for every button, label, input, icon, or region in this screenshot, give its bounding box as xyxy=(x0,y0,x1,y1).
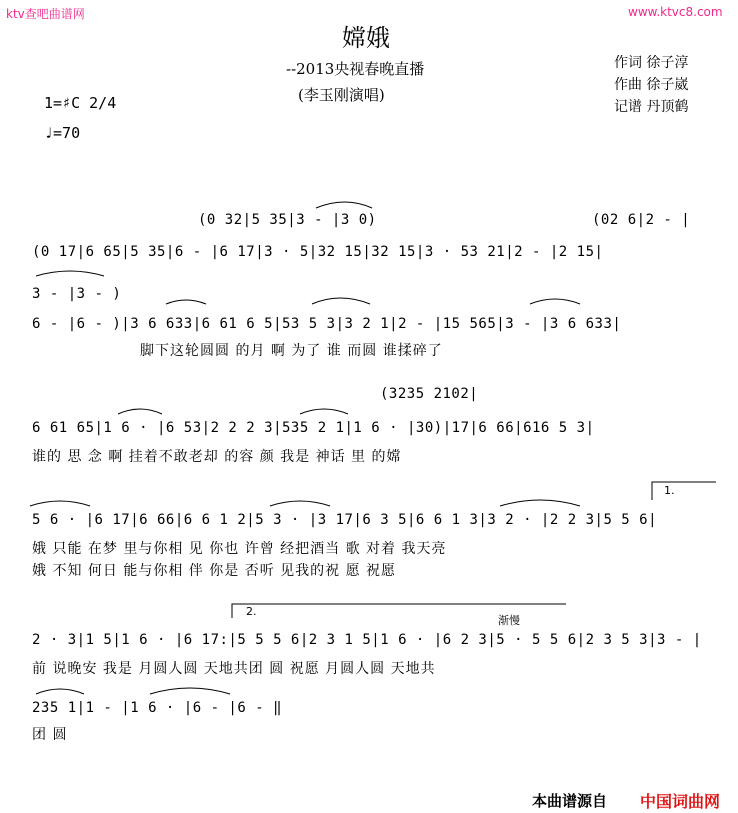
score-line3: 6 61 65|1 6 · |6 53|2 2 2 3|535 2 1|1 6 · |30)|17|6 66|616 5 3| xyxy=(32,420,595,436)
tempo-change-mark: 渐慢 xyxy=(498,614,520,627)
lyrics-line5: 前 说晚安 我是 月圆人圆 天地共团 圆 祝愿 月圆人圆 天地共 xyxy=(32,661,436,677)
song-title: 嫦娥 xyxy=(342,24,390,52)
song-performer: (李玉刚演唱) xyxy=(298,86,385,104)
watermark-right: www.ktvc8.com xyxy=(628,5,723,19)
lyrics-line3: 谁的 思 念 啊 挂着不敢老却 的容 颜 我是 神话 里 的嫦 xyxy=(32,449,402,465)
score-line1-top: (0 32|5 35|3 - |3 0) xyxy=(198,212,377,228)
score-line4: 5 6 · |6 17|6 66|6 6 1 2|5 3 · |3 17|6 3 5|6 6 1 3|3 2 · |2 2 3|5 5 6| xyxy=(32,512,658,528)
score-line1: (0 17|6 65|5 35|6 - |6 17|3 · 5|32 15|32 15|3 · 53 21|2 - |2 15| xyxy=(32,244,604,260)
volta-1-label: 1. xyxy=(664,484,675,497)
footer-site-link[interactable]: 中国词曲网 xyxy=(640,792,721,811)
lyrics-line4-verse1: 娥 只能 在梦 里与你相 见 你也 许曾 经把酒当 歌 对着 我天亮 xyxy=(32,541,447,557)
lyrics-line2: 脚下这轮圆圆 的月 啊 为了 谁 而圆 谁揉碎了 xyxy=(140,343,443,359)
tempo-marking: ♩=70 xyxy=(44,124,81,142)
lyricist-credit: 作词 徐子淳 xyxy=(614,55,689,71)
score-line2: 6 - |6 - )|3 6 633|6 61 6 5|53 5 3|3 2 1|2 - |15 565|3 - |3 6 633| xyxy=(32,316,622,332)
volta-2-label: 2. xyxy=(246,605,257,618)
key-signature: 1=♯C 2/4 xyxy=(44,94,117,112)
score-line5: 2 · 3|1 5|1 6 · |6 17:|5 5 5 6|2 3 1 5|1 6 · |6 2 3|5 · 5 5 6|2 3 5 3|3 - | xyxy=(32,632,702,648)
transcriber-credit: 记谱 丹顶鹤 xyxy=(614,99,689,115)
composer-credit: 作曲 徐子崴 xyxy=(614,77,689,93)
score-line6: 235 1|1 - |1 6 · |6 - |6 - ‖ xyxy=(32,700,283,716)
song-subtitle: --2013央视春晚直播 xyxy=(286,60,425,78)
score-line2-top: 3 - |3 - ) xyxy=(32,286,122,302)
lyrics-line6: 团 圆 xyxy=(32,727,68,743)
footer-source-text: 本曲谱源自 xyxy=(532,792,608,810)
watermark-left: ktv查吧曲谱网 xyxy=(6,7,85,21)
lyrics-line4-verse2: 娥 不知 何日 能与你相 伴 你是 否听 见我的祝 愿 祝愿 xyxy=(32,563,397,579)
score-line1-top-right: (02 6|2 - | xyxy=(592,212,691,228)
score-line3-top: (3235 2102| xyxy=(380,386,479,402)
